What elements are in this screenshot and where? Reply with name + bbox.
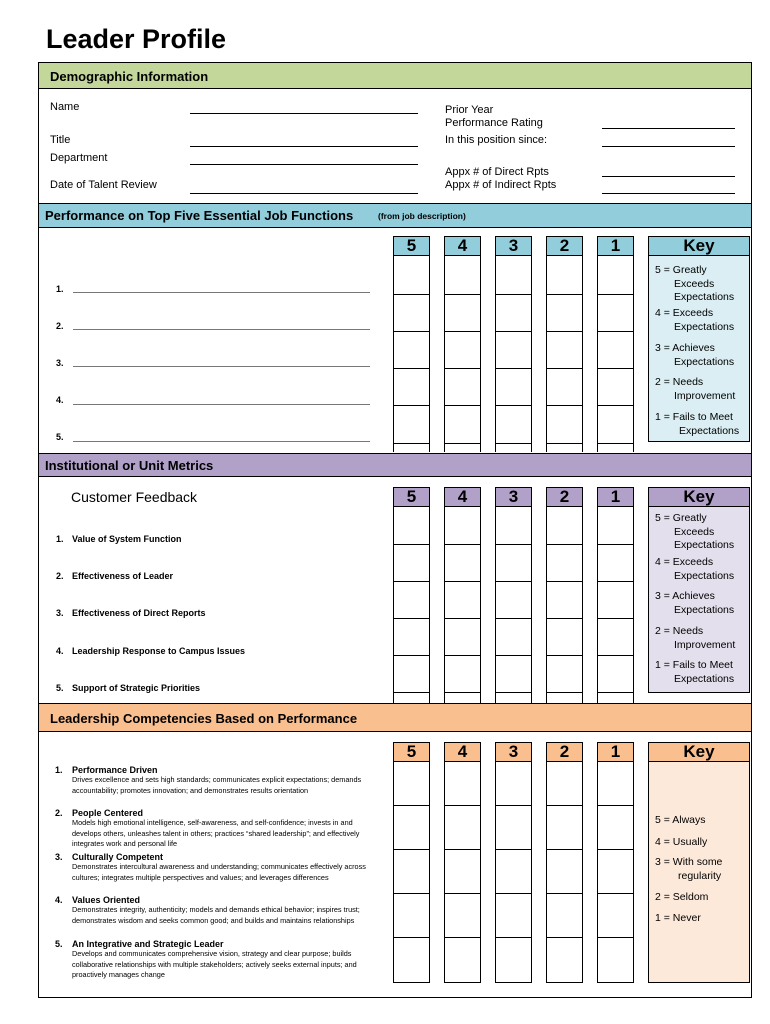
job-function-line[interactable]	[73, 329, 370, 330]
rating-cell[interactable]	[496, 619, 531, 656]
key-item	[655, 590, 734, 617]
rating-cell[interactable]	[394, 850, 429, 894]
rating-cell[interactable]	[547, 656, 582, 693]
customer-feedback-label: Customer Feedback	[71, 489, 198, 505]
rating-cell[interactable]	[598, 582, 633, 619]
direct-reports-field[interactable]	[602, 176, 735, 177]
key-item	[655, 512, 734, 553]
job-function-line[interactable]	[73, 441, 370, 442]
rating-cell[interactable]	[496, 332, 531, 369]
date-of-review-field[interactable]	[190, 193, 418, 194]
job-function-line[interactable]	[73, 366, 370, 367]
rating-cell[interactable]	[598, 256, 633, 295]
rating-cell[interactable]	[598, 894, 633, 938]
key-text: Improvement	[674, 638, 736, 651]
rating-cell[interactable]	[394, 582, 429, 619]
rating-column-5	[393, 762, 430, 983]
competency-description: Develops and communicates comprehensive vision, strategy and clear purpose; builds collaborative relationships with multiple stakeholders; actively seeks external inputs; and proactively manages change	[72, 949, 357, 979]
rating-column-3	[495, 507, 532, 703]
job-function-number: 4.	[56, 395, 64, 405]
key-text: 1 = Fails to Meet	[655, 411, 733, 423]
rating-header-4: 4	[444, 742, 481, 762]
direct-reports-label: Appx # of Direct Rpts	[445, 166, 549, 178]
key-text: 3 = Achieves	[655, 590, 715, 602]
rating-cell[interactable]	[598, 295, 633, 332]
name-field[interactable]	[190, 113, 418, 114]
rating-cell[interactable]	[547, 850, 582, 894]
competency-title: Values Oriented	[72, 895, 141, 905]
key-text: 5 = Always	[655, 814, 706, 826]
competency-number: 1.	[55, 765, 63, 775]
rating-cell[interactable]	[445, 850, 480, 894]
key-item	[655, 912, 701, 926]
rating-cell[interactable]	[496, 938, 531, 983]
rating-header-2: 2	[546, 487, 583, 507]
rating-cell[interactable]	[598, 545, 633, 582]
rating-cell[interactable]	[496, 507, 531, 545]
rating-cell[interactable]	[496, 894, 531, 938]
rating-cell[interactable]	[496, 762, 531, 806]
indirect-reports-field[interactable]	[602, 193, 735, 194]
rating-cell[interactable]	[394, 507, 429, 545]
competency-description: Demonstrates intercultural awareness and understanding; communicates effectively across cultures; integrates multiple perspectives and values; and leverages differences	[72, 862, 366, 882]
competencies-header-label: Leadership Competencies Based on Performance	[50, 711, 358, 726]
key-text: 3 = Achieves	[655, 342, 715, 354]
key-text: Expectations	[674, 291, 735, 303]
metric-number: 3.	[56, 608, 64, 618]
rating-header-1: 1	[597, 236, 634, 256]
page-title: Leader Profile	[46, 24, 227, 54]
rating-cell[interactable]	[547, 369, 582, 406]
competency-number: 3.	[55, 852, 63, 862]
rating-header-4: 4	[444, 236, 481, 256]
key-item	[655, 556, 734, 583]
rating-key	[648, 256, 750, 442]
rating-cell[interactable]	[394, 806, 429, 850]
rating-cell[interactable]	[547, 507, 582, 545]
rating-header-1: 1	[597, 742, 634, 762]
rating-column-4	[444, 256, 481, 452]
rating-cell[interactable]	[445, 656, 480, 693]
rating-cell[interactable]	[598, 806, 633, 850]
rating-cell[interactable]	[547, 332, 582, 369]
rating-column-3	[495, 762, 532, 983]
institutional-header-label: Institutional or Unit Metrics	[45, 458, 214, 473]
rating-cell[interactable]	[496, 850, 531, 894]
key-text: 2 = Needs	[655, 376, 704, 388]
competency-title: Performance Driven	[72, 765, 158, 775]
rating-cell[interactable]	[547, 582, 582, 619]
rating-cell[interactable]	[598, 507, 633, 545]
rating-cell[interactable]	[598, 938, 633, 983]
job-function-number: 5.	[56, 432, 64, 442]
indirect-reports-label: Appx # of Indirect Rpts	[445, 179, 557, 191]
metric-label: Value of System Function	[72, 534, 182, 544]
key-header: Key	[648, 236, 750, 256]
rating-cell[interactable]	[547, 938, 582, 983]
rating-cell[interactable]	[445, 332, 480, 369]
competency-number: 5.	[55, 939, 63, 949]
metric-label: Effectiveness of Leader	[72, 571, 174, 581]
key-text: Expectations	[679, 424, 740, 437]
rating-cell[interactable]	[547, 406, 582, 444]
prior-year-label: Prior Year	[445, 104, 494, 116]
rating-cell[interactable]	[394, 762, 429, 806]
rating-column-2	[546, 762, 583, 983]
rating-column-3	[495, 256, 532, 452]
rating-column-5	[393, 507, 430, 703]
competency-description: Drives excellence and sets high standards; communicates explicit expectations; demands accountability; promotes innovation; and demonstrates results orientation	[72, 775, 362, 795]
key-item	[655, 411, 739, 438]
rating-header-5: 5	[393, 487, 430, 507]
key-item	[655, 307, 734, 334]
key-text: 5 = Greatly	[655, 512, 707, 524]
title-field[interactable]	[190, 146, 418, 147]
rating-header-5: 5	[393, 742, 430, 762]
competency-title: An Integrative and Strategic Leader	[72, 939, 224, 949]
rating-cell[interactable]	[547, 295, 582, 332]
rating-column-1	[597, 762, 634, 983]
job-function-line[interactable]	[73, 292, 370, 293]
key-item	[655, 836, 707, 850]
rating-cell[interactable]	[496, 295, 531, 332]
rating-cell[interactable]	[394, 406, 429, 444]
rating-cell[interactable]	[394, 256, 429, 295]
key-text: Expectations	[674, 603, 735, 616]
rating-key	[648, 507, 750, 693]
demographic-header-label: Demographic Information	[50, 69, 209, 84]
rating-cell[interactable]	[394, 656, 429, 693]
rating-cell[interactable]	[445, 507, 480, 545]
job-function-line[interactable]	[73, 404, 370, 405]
rating-cell[interactable]	[445, 406, 480, 444]
title-label: Title	[50, 134, 71, 146]
job-function-number: 3.	[56, 358, 64, 368]
key-text: 2 = Seldom	[655, 891, 709, 903]
competency-title: Culturally Competent	[72, 852, 164, 862]
department-field[interactable]	[190, 164, 418, 165]
rating-cell[interactable]	[598, 762, 633, 806]
key-item	[655, 856, 722, 883]
key-text: Expectations	[674, 355, 735, 368]
rating-cell[interactable]	[445, 582, 480, 619]
department-label: Department	[50, 152, 108, 164]
key-item	[655, 814, 706, 828]
competency-number: 4.	[55, 895, 63, 905]
key-text: 1 = Fails to Meet	[655, 659, 733, 671]
performance-header	[39, 203, 751, 228]
rating-cell[interactable]	[496, 256, 531, 295]
rating-cell[interactable]	[496, 369, 531, 406]
name-label: Name	[50, 101, 80, 113]
rating-cell[interactable]	[496, 656, 531, 693]
rating-cell[interactable]	[496, 582, 531, 619]
rating-cell[interactable]	[547, 545, 582, 582]
rating-cell[interactable]	[394, 894, 429, 938]
rating-cell[interactable]	[445, 938, 480, 983]
rating-cell[interactable]	[547, 256, 582, 295]
rating-header-5: 5	[393, 236, 430, 256]
competency-description: Demonstrates integrity, authenticity; models and demands ethical behavior; inspires trust; demonstrates wisdom and seeks common good; and builds and maintains relationships	[72, 905, 360, 925]
demographic-header	[39, 62, 751, 89]
key-text: 2 = Needs	[655, 625, 704, 637]
metric-number: 1.	[56, 534, 64, 544]
rating-header-3: 3	[495, 236, 532, 256]
rating-cell[interactable]	[598, 369, 633, 406]
key-item	[655, 376, 735, 403]
rating-cell[interactable]	[547, 894, 582, 938]
job-function-number: 1.	[56, 284, 64, 294]
key-item	[655, 891, 708, 905]
rating-header-2: 2	[546, 742, 583, 762]
key-text: Expectations	[674, 539, 735, 551]
key-text: Improvement	[674, 389, 736, 402]
metric-number: 2.	[56, 571, 64, 581]
rating-cell[interactable]	[445, 619, 480, 656]
rating-cell[interactable]	[394, 938, 429, 983]
rating-cell[interactable]	[394, 332, 429, 369]
key-header: Key	[648, 487, 750, 507]
key-text: 5 = Greatly	[655, 264, 707, 276]
key-item	[655, 625, 735, 652]
in-position-since-label: In this position since:	[445, 134, 548, 146]
key-text: Exceeds	[674, 277, 715, 290]
key-text: Expectations	[674, 320, 735, 333]
key-text: 4 = Exceeds	[655, 556, 714, 568]
key-item	[655, 659, 734, 686]
rating-cell[interactable]	[445, 295, 480, 332]
rating-column-2	[546, 256, 583, 452]
prior-year-rating-field[interactable]	[602, 128, 735, 129]
key-text: 3 = With some	[655, 856, 723, 868]
rating-header-4: 4	[444, 487, 481, 507]
rating-cell[interactable]	[445, 545, 480, 582]
performance-header-label: Performance on Top Five Essential Job Functions	[45, 208, 354, 223]
rating-cell[interactable]	[394, 295, 429, 332]
competency-title: People Centered	[72, 808, 144, 818]
in-position-since-field[interactable]	[602, 146, 735, 147]
key-item	[655, 264, 734, 305]
rating-column-5	[393, 256, 430, 452]
rating-cell[interactable]	[598, 406, 633, 444]
rating-cell[interactable]	[394, 619, 429, 656]
performance-header-note: (from job description)	[378, 211, 466, 221]
rating-cell[interactable]	[445, 256, 480, 295]
rating-cell[interactable]	[598, 332, 633, 369]
rating-cell[interactable]	[598, 850, 633, 894]
rating-key	[648, 762, 750, 983]
key-text: 4 = Usually	[655, 836, 708, 848]
rating-header-2: 2	[546, 236, 583, 256]
metric-label: Leadership Response to Campus Issues	[72, 646, 246, 656]
competencies-header	[39, 703, 751, 732]
key-text: Expectations	[674, 569, 735, 582]
key-item	[655, 342, 734, 369]
rating-cell[interactable]	[445, 369, 480, 406]
metric-number: 4.	[56, 646, 64, 656]
rating-header-3: 3	[495, 742, 532, 762]
rating-cell[interactable]	[496, 545, 531, 582]
metric-label: Support of Strategic Priorities	[72, 683, 201, 693]
key-text: 1 = Never	[655, 912, 701, 924]
job-function-number: 2.	[56, 321, 64, 331]
rating-cell[interactable]	[547, 762, 582, 806]
rating-column-2	[546, 507, 583, 703]
rating-column-1	[597, 256, 634, 452]
rating-cell[interactable]	[445, 762, 480, 806]
rating-column-4	[444, 507, 481, 703]
key-header: Key	[648, 742, 750, 762]
metric-label: Effectiveness of Direct Reports	[72, 608, 206, 618]
rating-cell[interactable]	[547, 806, 582, 850]
rating-cell[interactable]	[394, 545, 429, 582]
rating-cell[interactable]	[496, 806, 531, 850]
metric-number: 5.	[56, 683, 64, 693]
rating-cell[interactable]	[445, 894, 480, 938]
date-of-review-label: Date of Talent Review	[50, 179, 157, 191]
institutional-header	[39, 453, 751, 477]
rating-cell[interactable]	[496, 406, 531, 444]
rating-header-1: 1	[597, 487, 634, 507]
key-text: Expectations	[674, 672, 735, 685]
key-text: Exceeds	[674, 525, 715, 538]
rating-cell[interactable]	[445, 806, 480, 850]
competency-number: 2.	[55, 808, 63, 818]
rating-column-1	[597, 507, 634, 703]
rating-cell[interactable]	[394, 369, 429, 406]
performance-rating-label: Performance Rating	[445, 117, 543, 129]
rating-header-3: 3	[495, 487, 532, 507]
rating-cell[interactable]	[547, 619, 582, 656]
key-text: 4 = Exceeds	[655, 307, 714, 319]
key-text: regularity	[678, 869, 722, 882]
rating-column-4	[444, 762, 481, 983]
competency-description: Models high emotional intelligence, self-awareness, and self-confidence; invests in and develops others, unleashes talent in others; practices “shared leadership”; and effectively integrates work and personal life	[72, 818, 360, 848]
rating-cell[interactable]	[598, 656, 633, 693]
rating-cell[interactable]	[598, 619, 633, 656]
